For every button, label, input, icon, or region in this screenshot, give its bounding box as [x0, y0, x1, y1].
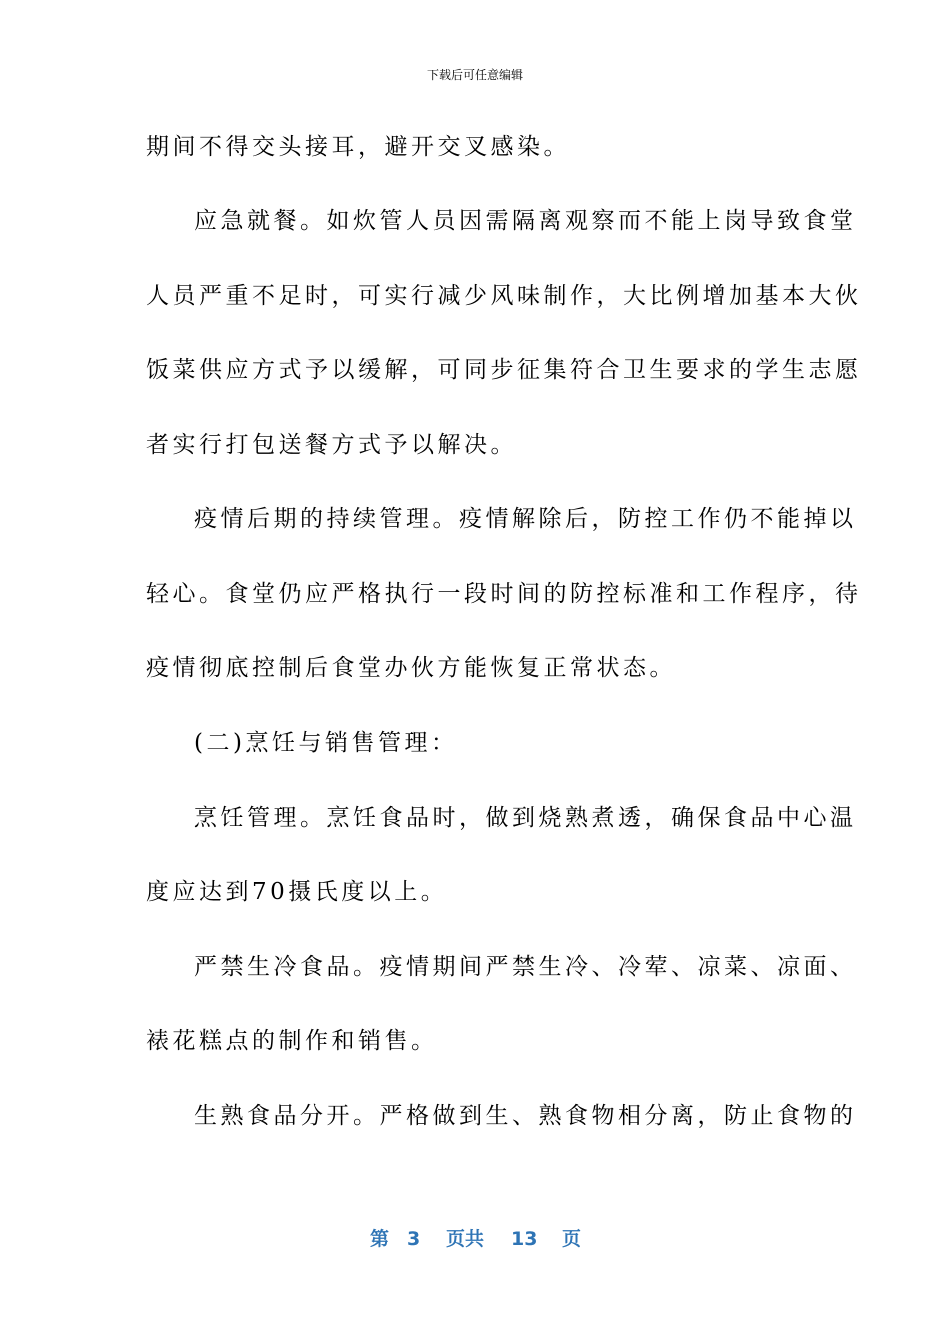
text-line: 轻心。食堂仍应严格执行一段时间的防控标准和工作程序，待 [146, 581, 862, 607]
text-line: 度应达到70摄氏度以上。 [146, 879, 448, 905]
total-pages-number: 13 [511, 1228, 538, 1250]
page-label-middle: 页共 [446, 1228, 485, 1250]
text-line: 生熟食品分开。严格做到生、熟食物相分离，防止食物的 [194, 1103, 857, 1129]
text-line: 烹饪管理。烹饪食品时，做到烧熟煮透，确保食品中心温 [194, 805, 857, 831]
text-line: 期间不得交头接耳，避开交叉感染。 [146, 134, 570, 160]
text-line: 人员严重不足时，可实行减少风味制作，大比例增加基本大伙 [146, 283, 862, 309]
text-line: 疫情彻底控制后食堂办伙方能恢复正常状态。 [146, 655, 676, 681]
text-line: 疫情后期的持续管理。疫情解除后，防控工作仍不能掉以 [194, 506, 857, 532]
page-label-suffix: 页 [562, 1228, 582, 1250]
text-line: 严禁生冷食品。疫情期间严禁生冷、冷荤、凉菜、凉面、 [194, 954, 857, 980]
current-page-number: 3 [407, 1228, 421, 1250]
page-label-prefix: 第 [370, 1228, 390, 1250]
section-heading: (二)烹饪与销售管理： [194, 730, 458, 756]
text-line: 者实行打包送餐方式予以解决。 [146, 432, 517, 458]
text-line: 裱花糕点的制作和销售。 [146, 1028, 438, 1054]
text-line: 应急就餐。如炊管人员因需隔离观察而不能上岗导致食堂 [194, 208, 857, 234]
header-note: 下载后可任意编辑 [426, 68, 523, 82]
text-line: 饭菜供应方式予以缓解，可同步征集符合卫生要求的学生志愿 [146, 357, 862, 383]
